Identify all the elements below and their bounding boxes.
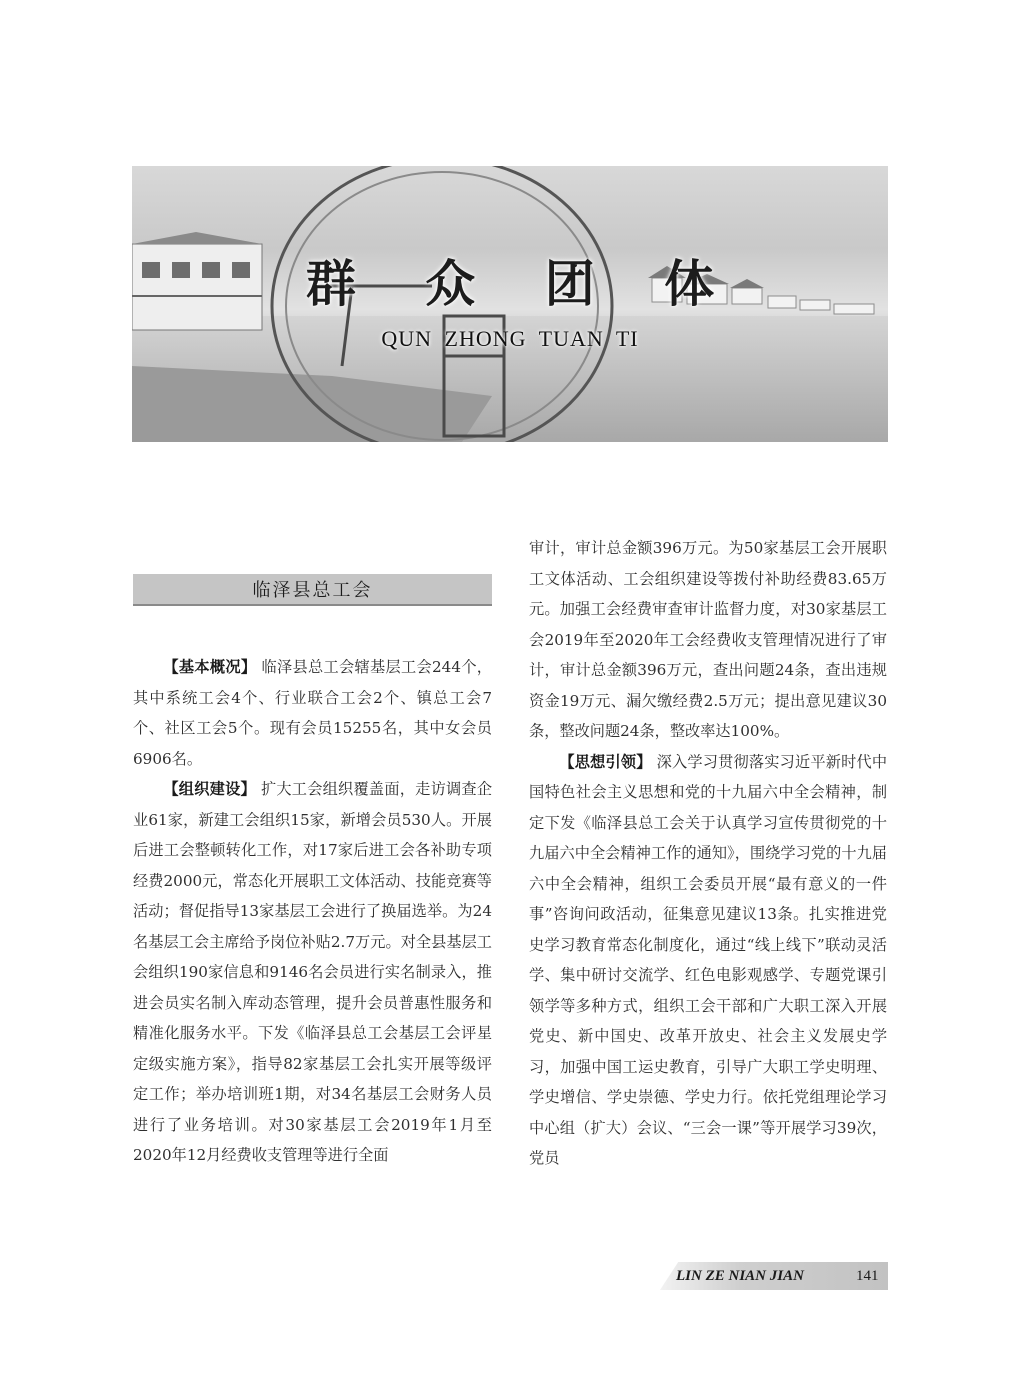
right-column: [529, 533, 887, 1174]
header-banner: [132, 166, 888, 442]
page-number: 141: [856, 1268, 879, 1284]
paragraph-tag-thought: 【思想引领】: [559, 752, 652, 771]
paragraph-text-org: 扩大工会组织覆盖面，走访调查企业61家，新建工会组织15家，新增会员530人。开展后进工会整顿转化工作，对17家后进工会各补助专项经费2000元，常态化开展职工文体活动、技能竞赛等活动；督促指导13家基层工会进行了换届选举。为24名基层工会主席给予岗位补贴2.7万元。对全县基层工会组织190家信息和9146名会员进行实名制录入，推进会员实名制入库动态管理，提升会员普惠性服务和精准化服务水平。下发《临泽县总工会基层工会评星定级实施方案》，指导82家基层工会扎实开展等级评定工作；举办培训班1期，对34名基层工会财务人员进行了业务培训。对30家基层工会2019年1月至2020年12月经费收支管理等进行全面: [133, 780, 493, 1164]
left-column: [133, 652, 492, 1171]
paragraph-tag-org: 【组织建设】: [163, 780, 256, 798]
paragraph-thought: [529, 747, 887, 1174]
chapter-subtitle: QUN ZHONG TUAN TI: [381, 326, 639, 351]
running-title: LIN ZE NIAN JIAN: [676, 1268, 804, 1284]
paragraph-text-thought: 深入学习贯彻落实习近平新时代中国特色社会主义思想和党的十九届六中全会精神，制定下发《临泽县总工会关于认真学习宣传贯彻党的十九届六中全会精神工作的通知》，围绕学习党的十九届六中全会精神，组织工会委员开展“最有意义的一件事”咨询问政活动，征集意见建议13条。扎实推进党史学习教育常态化制度化，通过“线上线下”联动灵活学、集中研讨交流学、红色电影观感学、专题党课引领学等多种方式，组织工会干部和广大职工深入开展党史、新中国史、改革开放史、社会主义发展史学习，加强中国工运史教育，引导广大职工学史明理、学史增信、学史崇德、学史力行。依托党组理论学习中心组（扩大）会议、“三会一课”等开展学习39次，党员: [529, 752, 888, 1167]
chapter-title: 群 众 团 体: [305, 255, 741, 313]
paragraph-audit-continued: 审计，审计总金额396万元。为50家基层工会开展职工文体活动、工会组织建设等拨付补助经费83.65万元。加强工会经费审查审计监督力度，对30家基层工会2019年至2020年工会经费收支管理情况进行了审计，审计总金额396万元，查出问题24条，查出违规资金19万元、漏欠缴经费2.5万元；提出意见建议30条，整改问题24条，整改率达100%。: [529, 539, 887, 740]
paragraph-tag-basic: 【基本概况】: [163, 658, 257, 676]
paragraph-text-basic: 临泽县总工会辖基层工会244个，其中系统工会4个、行业联合工会2个、镇总工会7个、社区工会5个。现有会员15255名，其中女会员6906名。: [133, 658, 492, 768]
paragraph-basic: [133, 652, 492, 774]
section-heading: 临泽县总工会: [133, 574, 492, 606]
paragraph-org: [133, 774, 492, 1171]
